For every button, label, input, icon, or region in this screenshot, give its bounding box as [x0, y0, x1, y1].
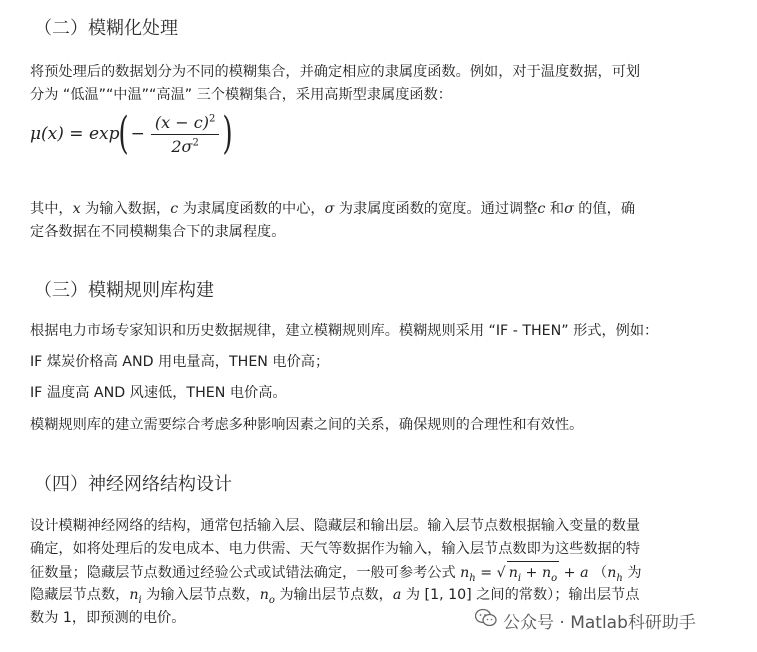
formula-close-paren: )	[222, 108, 234, 159]
paragraph-rule-example-1: IF 煤炭价格高 AND 用电量高，THEN 电价高；	[30, 354, 330, 370]
formula-denominator: $2\sigma^2$	[171, 136, 199, 156]
gaussian-membership-formula	[30, 108, 233, 160]
formula-open-paren: (	[118, 108, 130, 159]
paragraph-formula-explanation-line2: 定各数据在不同模糊集合下的隶属程度。	[30, 224, 286, 240]
paragraph-rule-base-summary: 模糊规则库的建立需要综合考虑多种影响因素之间的关系，确保规则的合理性和有效性。	[30, 417, 584, 433]
wechat-icon	[475, 608, 497, 633]
section-heading-network-design: （四）神经网络结构设计	[34, 474, 232, 495]
paragraph-network-line4: 隐藏层节点数，$n_i$ 为输入层节点数，$n_o$ 为输出层节点数，a 为 [1, 10] 之间的常数）；输出层节点	[30, 587, 640, 606]
paragraph-network-line1: 设计模糊神经网络的结构，通常包括输入层、隐藏层和输出层。输入层节点数根据输入变量的数量	[30, 518, 641, 534]
formula-fraction	[151, 113, 219, 156]
paragraph-network-line3: 征数量；隐藏层节点数通过经验公式或试错法确定，一般可参考公式 $n_h$ = √ $n_i + n_o + a$ （$n_h$ 为	[30, 561, 735, 590]
paragraph-rule-base-line1: 根据电力市场专家知识和历史数据规律，建立模糊规则库。模糊规则采用 “IF - THEN” 形式，例如：	[30, 323, 659, 339]
paragraph-fuzzification-line2: 分为 “低温”“中温”“高温” 三个模糊集合，采用高斯型隶属度函数：	[30, 87, 452, 103]
hidden-node-formula: $n_h$ = √ $n_i + n_o + a$	[460, 565, 588, 581]
formula-lhs: μ(x) = exp	[30, 124, 120, 144]
formula-numerator: $(x - c)^2$	[151, 113, 219, 135]
paragraph-network-line5: 数为 1，即预测的电价。	[30, 610, 186, 626]
paragraph-formula-explanation-line1: 其中，x 为输入数据，c 为隶属度函数的中心，σ 为隶属度函数的宽度。通过调整c 和σ 的值，确	[30, 201, 636, 217]
section-heading-fuzzification: （二）模糊化处理	[34, 18, 178, 39]
formula-minus: −	[130, 124, 145, 144]
watermark	[475, 608, 696, 633]
paragraph-rule-example-2: IF 温度高 AND 风速低，THEN 电价高。	[30, 385, 287, 401]
paragraph-network-line2: 确定，如将处理后的发电成本、电力供需、天气等数据作为输入，输入层节点数即为这些数据的特	[30, 541, 641, 557]
watermark-text: 公众号 · Matlab科研助手	[503, 613, 696, 633]
paragraph-fuzzification-line1: 将预处理后的数据划分为不同的模糊集合，并确定相应的隶属度函数。例如，对于温度数据，可划	[30, 64, 641, 80]
section-heading-rule-base: （三）模糊规则库构建	[34, 280, 214, 301]
